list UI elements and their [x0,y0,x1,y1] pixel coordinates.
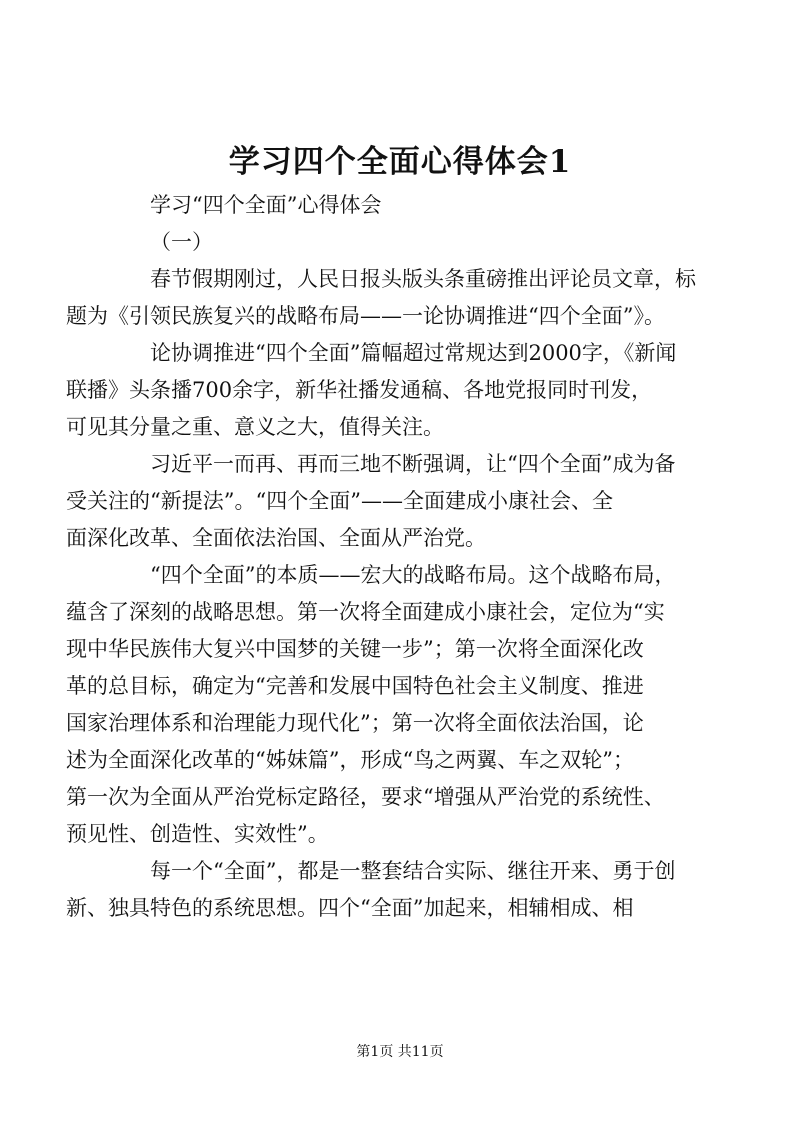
paragraph [66,261,708,335]
paragraph-line: 现中华民族伟大复兴中国梦的关键一步”；第一次将全面深化改 [66,637,644,661]
paragraph-line: 每一个“全面”，都是一整套结合实际、继往开来、勇于创 [150,859,676,883]
paragraph-line: 蕴含了深刻的战略思想。第一次将全面建成小康社会，定位为“实 [66,600,665,624]
document-title: 学习四个全面心得体会1 [228,144,572,180]
paragraph-line: 新、独具特色的系统思想。四个“全面”加起来，相辅相成、相 [66,896,634,920]
subtitle: 学习“四个全面”心得体会 [150,193,382,217]
paragraph-line: 题为《引领民族复兴的战略布局——一论协调推进“四个全面”》。 [66,304,665,328]
paragraph-line: 可见其分量之重、意义之大，值得关注。 [66,415,444,439]
paragraph-line: “四个全面”的本质——宏大的战略布局。这个战略布局， [150,563,676,587]
paragraph-line: 国家治理体系和治理能力现代化”；第一次将全面依法治国，论 [66,711,644,735]
paragraph-line: 论协调推进“四个全面”篇幅超过常规达到2000字，《新闻 [150,341,677,365]
paragraph-list [66,261,708,927]
document-body [66,187,708,927]
paragraph-line: 预见性、创造性、实效性”。 [66,822,329,846]
paragraph-line: 第一次为全面从严治党标定路径，要求“增强从严治党的系统性、 [66,785,665,809]
paragraph-line: 习近平一而再、再而三地不断强调，让“四个全面”成为备 [150,452,676,476]
paragraph [66,853,708,927]
paragraph [66,335,708,446]
paragraph [66,446,708,557]
paragraph-line: 受关注的“新提法”。“四个全面”——全面建成小康社会、全 [66,489,613,513]
section-marker: （一） [150,230,213,254]
paragraph-line: 联播》头条播700余字，新华社播发通稿、各地党报同时刊发， [66,378,653,402]
paragraph-line: 面深化改革、全面依法治国、全面从严治党。 [66,526,486,550]
paragraph-line: 革的总目标，确定为“完善和发展中国特色社会主义制度、推进 [66,674,644,698]
paragraph-line: 春节假期刚过，人民日报头版头条重磅推出评论员文章，标 [150,267,696,291]
page-number: 第1页 共11页 [356,1044,444,1060]
paragraph [66,557,708,853]
paragraph-line: 述为全面深化改革的“姊妹篇”，形成“鸟之两翼、车之双轮”； [66,748,634,772]
